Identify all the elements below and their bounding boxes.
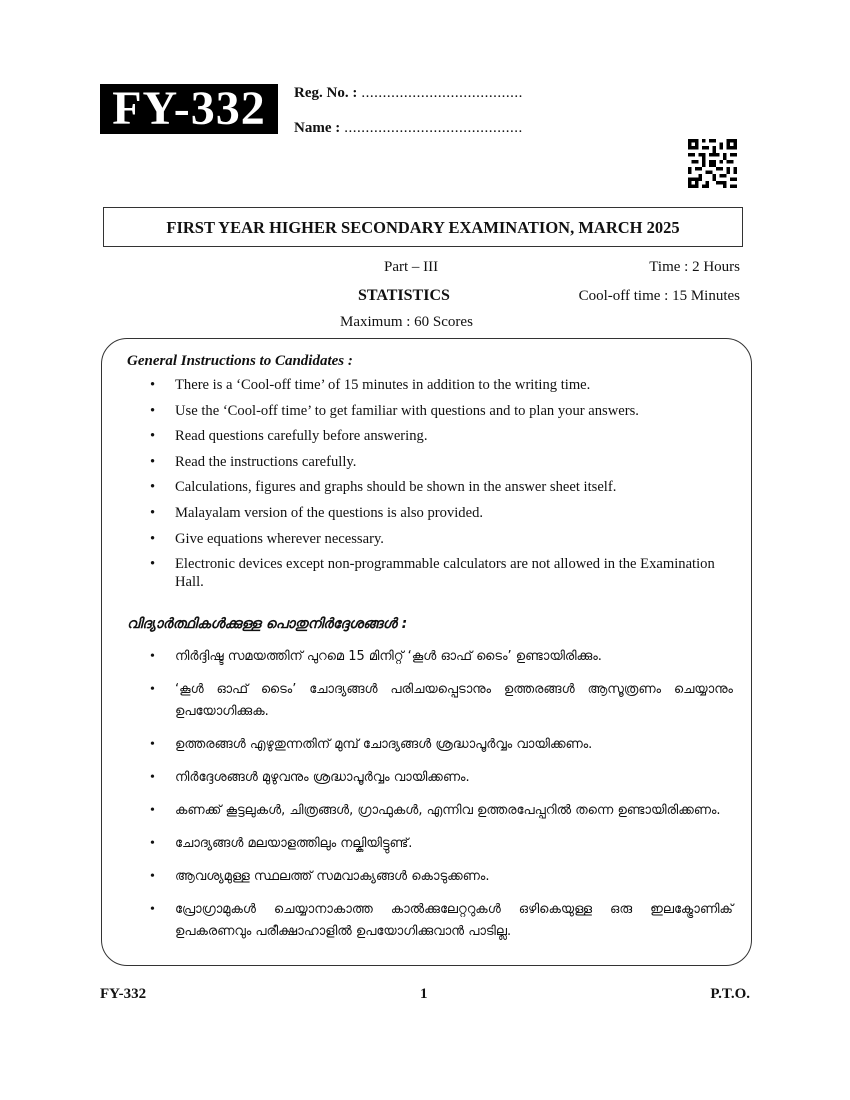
list-item (150, 478, 715, 496)
list-item (150, 767, 733, 789)
instruction-text: ‘കൂൾ ഓഫ് ടൈം’ ചോദ്യങ്ങൾ പരിചയപ്പെടാനും ഉത്തരങ്ങൾ ആസൂത്രണം ചെയ്യാനും ഉപയോഗിക്കുക. (175, 682, 733, 719)
name-line (294, 120, 523, 137)
bullet-icon: • (150, 770, 155, 785)
list-item (150, 679, 733, 723)
bullet-icon: • (150, 682, 155, 697)
cooloff-time: Cool-off time : 15 Minutes (578, 288, 740, 304)
instruction-text: നിർദ്ദേശങ്ങൾ മുഴുവനും ശ്രദ്ധാപൂർവ്വം വായിക്കണം. (175, 770, 470, 785)
max-score: Maximum : 60 Scores (340, 314, 473, 330)
bullet-icon: • (150, 556, 156, 573)
instruction-text: Electronic devices except non-programmable calculators are not allowed in the Examination Hall. (175, 556, 715, 591)
instruction-text: ഉത്തരങ്ങൾ എഴുതുന്നതിന് മുമ്പ് ചോദ്യങ്ങൾ ശ്രദ്ധാപൂർവ്വം വായിക്കണം. (175, 737, 593, 752)
instruction-text: There is a ‘Cool-off time’ of 15 minutes in addition to the writing time. (175, 377, 591, 393)
instruction-text: Calculations, figures and graphs should be shown in the answer sheet itself. (175, 479, 617, 496)
list-item (150, 833, 733, 855)
paper-code: FY-332 (100, 84, 278, 134)
list-item (150, 376, 715, 394)
list-item (150, 504, 715, 522)
malayalam-instructions-list (150, 646, 733, 954)
instruction-text: നിർദ്ദിഷ്ട സമയത്തിന് പുറമെ 15 മിനിറ്റ് ‘കൂൾ ഓഫ് ടൈം’ ഉണ്ടായിരിക്കും. (175, 649, 602, 664)
list-item (150, 866, 733, 888)
exam-subject: STATISTICS (358, 287, 450, 304)
bullet-icon: • (150, 649, 155, 664)
instruction-text: ആവശ്യമുള്ള സ്ഥലത്ത് സമവാക്യങ്ങൾ കൊടുക്കണം. (175, 869, 490, 884)
bullet-icon: • (150, 902, 155, 917)
list-item (150, 427, 715, 445)
list-item (150, 646, 733, 668)
list-item (150, 800, 733, 822)
please-turn-over: P.T.O. (710, 986, 750, 1002)
reg-number-blank: ...................................... (361, 85, 523, 101)
instructions-heading: General Instructions to Candidates : (127, 353, 353, 369)
bullet-icon: • (150, 737, 155, 752)
instruction-text: ചോദ്യങ്ങൾ മലയാളത്തിലും നല്കിയിട്ടുണ്ട്. (175, 836, 413, 851)
bullet-icon: • (150, 530, 156, 547)
instruction-text: Read the instructions carefully. (175, 453, 357, 470)
reg-number-line (294, 85, 523, 102)
instructions-list (150, 376, 715, 599)
bullet-icon: • (150, 428, 156, 445)
bullet-icon: • (150, 402, 156, 419)
instruction-text: പ്രോഗ്രാമുകൾ ചെയ്യാനാകാത്ത കാൽക്കുലേറ്ററുകൾ ഒഴികെയുള്ള ഒരു ഇലക്ട്രോണിക് ഉപകരണവും പരീക്ഷാഹാളിൽ ഉപയോഗിക്കുവാൻ പാടില്ല. (175, 902, 733, 939)
footer-paper-code: FY-332 (100, 986, 147, 1002)
instruction-text: Give equations wherever necessary. (175, 530, 384, 547)
exam-title: FIRST YEAR HIGHER SECONDARY EXAMINATION, MARCH 2025 (103, 207, 743, 247)
list-item (150, 555, 715, 591)
bullet-icon: • (150, 504, 156, 521)
list-item (150, 402, 715, 420)
bullet-icon: • (150, 836, 155, 851)
instruction-text: Read questions carefully before answering. (175, 428, 428, 445)
malayalam-instructions-heading: വിദ്യാർത്ഥികൾക്കുള്ള പൊതുനിർദ്ദേശങ്ങൾ : (127, 616, 408, 632)
instruction-text: കണക്ക് കൂട്ടലുകൾ, ചിത്രങ്ങൾ, ഗ്രാഫുകൾ, എന്നിവ ഉത്തരപേപ്പറിൽ തന്നെ ഉണ്ടായിരിക്കണം. (175, 803, 721, 818)
bullet-icon: • (150, 377, 156, 393)
exam-time: Time : 2 Hours (649, 259, 740, 275)
bullet-icon: • (150, 479, 156, 496)
list-item (150, 453, 715, 471)
exam-part: Part – III (384, 259, 439, 275)
qr-code-icon (688, 139, 737, 188)
list-item (150, 734, 733, 756)
page-number: 1 (420, 986, 428, 1002)
name-blank: .......................................... (344, 120, 523, 136)
bullet-icon: • (150, 869, 155, 884)
bullet-icon: • (150, 453, 156, 470)
bullet-icon: • (150, 803, 155, 818)
instruction-text: Malayalam version of the questions is also provided. (175, 504, 484, 521)
instruction-text: Use the ‘Cool-off time’ to get familiar with questions and to plan your answers. (175, 402, 639, 419)
list-item (150, 530, 715, 548)
name-label: Name : (294, 120, 341, 136)
list-item (150, 899, 733, 943)
reg-number-label: Reg. No. : (294, 85, 358, 101)
